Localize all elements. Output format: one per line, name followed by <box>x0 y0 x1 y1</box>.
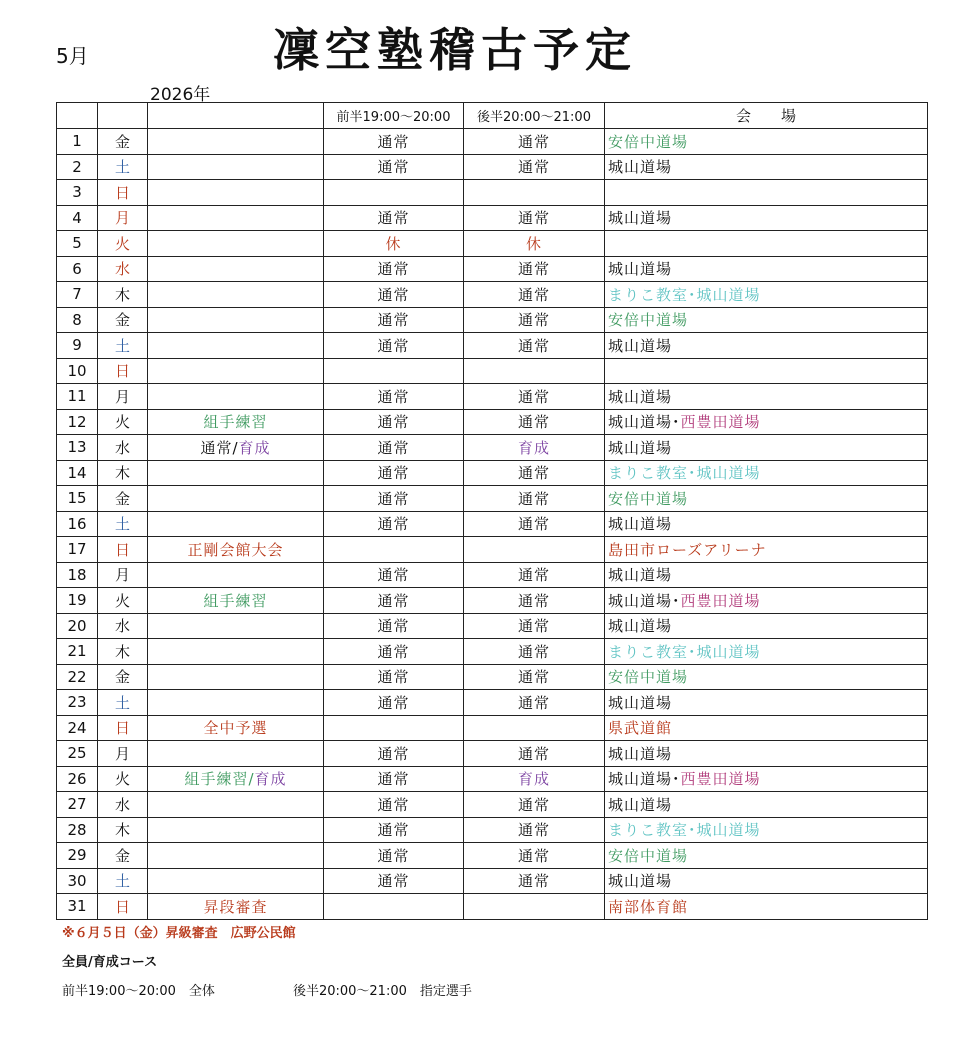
table-row <box>57 562 928 588</box>
table-row <box>57 817 928 843</box>
venue-cell <box>605 333 928 359</box>
first-half-cell: 通常 <box>324 766 464 792</box>
second-half-note: 後半20:00〜21:00 指定選手 <box>292 984 472 999</box>
event-text: 育成 <box>254 770 287 789</box>
date-cell: 12 <box>57 409 98 435</box>
event-cell <box>148 817 324 843</box>
schedule-body <box>57 129 928 920</box>
event-cell <box>148 868 324 894</box>
weekday-cell: 月 <box>98 205 148 231</box>
venue-cell <box>605 894 928 920</box>
date-cell: 9 <box>57 333 98 359</box>
venue-cell <box>605 741 928 767</box>
venue-text: 安倍中道場 <box>608 311 689 330</box>
event-cell <box>148 231 324 257</box>
event-text: 育成 <box>238 438 271 457</box>
venue-cell <box>605 639 928 665</box>
event-cell <box>148 511 324 537</box>
venue-text: 西豊田道場 <box>680 413 761 432</box>
date-cell: 7 <box>57 282 98 308</box>
venue-text: 城山道場 <box>608 336 673 355</box>
date-cell: 29 <box>57 843 98 869</box>
table-row <box>57 868 928 894</box>
group-note: 全員/育成コース <box>62 955 158 970</box>
first-half-cell: 通常 <box>324 256 464 282</box>
venue-text: 西豊田道場 <box>680 591 761 610</box>
first-half-cell: 通常 <box>324 613 464 639</box>
date-cell: 13 <box>57 435 98 461</box>
event-cell <box>148 766 324 792</box>
event-cell <box>148 894 324 920</box>
table-row <box>57 205 928 231</box>
weekday-cell: 水 <box>98 613 148 639</box>
weekday-cell: 金 <box>98 843 148 869</box>
venue-cell <box>605 205 928 231</box>
second-half-cell: 通常 <box>464 154 605 180</box>
venue-cell <box>605 154 928 180</box>
venue-text: 島田市ローズアリーナ <box>608 540 767 559</box>
header-second-half: 後半20:00〜21:00 <box>464 103 605 129</box>
second-half-cell: 通常 <box>464 690 605 716</box>
second-half-cell: 通常 <box>464 129 605 155</box>
event-text: 通常/ <box>200 438 239 457</box>
date-cell: 20 <box>57 613 98 639</box>
date-cell: 17 <box>57 537 98 563</box>
first-half-note: 前半19:00〜20:00 全体 <box>62 984 215 999</box>
weekday-cell: 木 <box>98 282 148 308</box>
venue-cell <box>605 792 928 818</box>
venue-cell <box>605 180 928 206</box>
event-cell <box>148 588 324 614</box>
venue-text: まりこ教室･城山道場 <box>608 464 761 483</box>
event-cell <box>148 613 324 639</box>
table-row <box>57 333 928 359</box>
header-first-half: 前半19:00〜20:00 <box>324 103 464 129</box>
venue-text: 城山道場 <box>608 158 673 177</box>
second-half-cell <box>464 715 605 741</box>
event-cell <box>148 384 324 410</box>
second-half-cell: 休 <box>464 231 605 257</box>
weekday-cell: 日 <box>98 358 148 384</box>
second-half-cell: 通常 <box>464 307 605 333</box>
venue-cell <box>605 435 928 461</box>
event-cell <box>148 639 324 665</box>
header-venue: 会 場 <box>605 103 928 129</box>
weekday-cell: 金 <box>98 129 148 155</box>
table-row <box>57 154 928 180</box>
table-row <box>57 664 928 690</box>
weekday-cell: 木 <box>98 460 148 486</box>
date-cell: 27 <box>57 792 98 818</box>
first-half-cell: 通常 <box>324 588 464 614</box>
second-half-cell: 通常 <box>464 282 605 308</box>
date-cell: 3 <box>57 180 98 206</box>
venue-text: 城山道場 <box>608 260 673 279</box>
weekday-cell: 日 <box>98 715 148 741</box>
date-cell: 30 <box>57 868 98 894</box>
first-half-cell: 通常 <box>324 562 464 588</box>
first-half-cell: 休 <box>324 231 464 257</box>
first-half-cell: 通常 <box>324 154 464 180</box>
date-cell: 23 <box>57 690 98 716</box>
venue-text: 安倍中道場 <box>608 132 689 151</box>
venue-cell <box>605 613 928 639</box>
second-half-cell <box>464 894 605 920</box>
second-half-cell: 通常 <box>464 562 605 588</box>
weekday-cell: 月 <box>98 384 148 410</box>
first-half-cell: 通常 <box>324 690 464 716</box>
table-row <box>57 766 928 792</box>
second-half-cell: 通常 <box>464 511 605 537</box>
weekday-cell: 火 <box>98 409 148 435</box>
date-cell: 14 <box>57 460 98 486</box>
second-half-cell: 通常 <box>464 409 605 435</box>
table-row <box>57 409 928 435</box>
weekday-cell: 火 <box>98 588 148 614</box>
weekday-cell: 土 <box>98 333 148 359</box>
first-half-cell <box>324 894 464 920</box>
event-cell <box>148 537 324 563</box>
second-half-cell: 通常 <box>464 741 605 767</box>
venue-cell <box>605 231 928 257</box>
event-cell <box>148 843 324 869</box>
weekday-cell: 月 <box>98 562 148 588</box>
first-half-cell: 通常 <box>324 409 464 435</box>
date-cell: 31 <box>57 894 98 920</box>
second-half-cell <box>464 180 605 206</box>
first-half-cell: 通常 <box>324 511 464 537</box>
schedule-table <box>56 102 928 920</box>
date-cell: 15 <box>57 486 98 512</box>
weekday-cell: 水 <box>98 256 148 282</box>
first-half-cell: 通常 <box>324 307 464 333</box>
venue-cell <box>605 715 928 741</box>
weekday-cell: 日 <box>98 894 148 920</box>
first-half-cell: 通常 <box>324 205 464 231</box>
venue-cell <box>605 588 928 614</box>
table-header-row <box>57 103 928 129</box>
second-half-cell <box>464 537 605 563</box>
first-half-cell <box>324 358 464 384</box>
table-row <box>57 282 928 308</box>
weekday-cell: 日 <box>98 537 148 563</box>
table-row <box>57 307 928 333</box>
venue-text: 城山道場 <box>608 438 673 457</box>
date-cell: 25 <box>57 741 98 767</box>
event-cell <box>148 715 324 741</box>
table-row <box>57 690 928 716</box>
table-row <box>57 256 928 282</box>
date-cell: 24 <box>57 715 98 741</box>
table-row <box>57 639 928 665</box>
second-half-cell <box>464 358 605 384</box>
event-text: 組手練習 <box>203 413 268 432</box>
date-cell: 8 <box>57 307 98 333</box>
venue-text: 南部体育館 <box>608 897 689 916</box>
second-half-cell: 育成 <box>464 435 605 461</box>
event-cell <box>148 792 324 818</box>
venue-cell <box>605 868 928 894</box>
weekday-cell: 土 <box>98 154 148 180</box>
date-cell: 18 <box>57 562 98 588</box>
table-row <box>57 231 928 257</box>
weekday-cell: 土 <box>98 868 148 894</box>
second-half-cell: 通常 <box>464 486 605 512</box>
table-row <box>57 843 928 869</box>
venue-cell <box>605 664 928 690</box>
date-cell: 11 <box>57 384 98 410</box>
venue-text: 西豊田道場 <box>680 770 761 789</box>
event-cell <box>148 256 324 282</box>
second-half-cell: 通常 <box>464 460 605 486</box>
venue-cell <box>605 843 928 869</box>
weekday-cell: 日 <box>98 180 148 206</box>
venue-text: 城山道場 <box>608 617 673 636</box>
venue-cell <box>605 358 928 384</box>
second-half-cell: 通常 <box>464 613 605 639</box>
second-half-cell: 通常 <box>464 792 605 818</box>
first-half-cell <box>324 180 464 206</box>
venue-text: 城山道場 <box>608 515 673 534</box>
second-half-cell: 通常 <box>464 868 605 894</box>
first-half-cell: 通常 <box>324 664 464 690</box>
event-text: 正剛会館大会 <box>187 540 284 559</box>
header-date <box>57 103 98 129</box>
table-row <box>57 537 928 563</box>
venue-text: 安倍中道場 <box>608 489 689 508</box>
date-cell: 16 <box>57 511 98 537</box>
first-half-cell: 通常 <box>324 817 464 843</box>
table-row <box>57 384 928 410</box>
first-half-cell: 通常 <box>324 435 464 461</box>
table-row <box>57 486 928 512</box>
venue-cell <box>605 307 928 333</box>
table-row <box>57 511 928 537</box>
table-row <box>57 435 928 461</box>
first-half-cell: 通常 <box>324 129 464 155</box>
first-half-cell: 通常 <box>324 792 464 818</box>
event-cell <box>148 486 324 512</box>
second-half-cell: 通常 <box>464 205 605 231</box>
first-half-cell: 通常 <box>324 868 464 894</box>
header-day <box>98 103 148 129</box>
table-row <box>57 792 928 818</box>
event-cell <box>148 358 324 384</box>
table-row <box>57 741 928 767</box>
venue-text: 城山道場 <box>608 744 673 763</box>
weekday-cell: 火 <box>98 231 148 257</box>
venue-cell <box>605 562 928 588</box>
table-row <box>57 129 928 155</box>
weekday-cell: 木 <box>98 639 148 665</box>
first-half-cell: 通常 <box>324 460 464 486</box>
venue-cell <box>605 129 928 155</box>
table-row <box>57 588 928 614</box>
date-cell: 6 <box>57 256 98 282</box>
second-half-cell: 通常 <box>464 256 605 282</box>
venue-cell <box>605 511 928 537</box>
second-half-cell: 通常 <box>464 639 605 665</box>
second-half-cell: 通常 <box>464 817 605 843</box>
venue-text: 城山道場 <box>608 795 673 814</box>
weekday-cell: 金 <box>98 307 148 333</box>
first-half-cell: 通常 <box>324 333 464 359</box>
event-cell <box>148 129 324 155</box>
date-cell: 2 <box>57 154 98 180</box>
venue-text: 城山道場 <box>608 387 673 406</box>
first-half-cell <box>324 537 464 563</box>
event-cell <box>148 307 324 333</box>
venue-cell <box>605 766 928 792</box>
event-cell <box>148 664 324 690</box>
first-half-cell: 通常 <box>324 486 464 512</box>
event-cell <box>148 562 324 588</box>
weekday-cell: 木 <box>98 817 148 843</box>
venue-text: まりこ教室･城山道場 <box>608 642 761 661</box>
time-notes <box>62 980 472 999</box>
date-cell: 10 <box>57 358 98 384</box>
first-half-cell: 通常 <box>324 282 464 308</box>
event-cell <box>148 460 324 486</box>
weekday-cell: 月 <box>98 741 148 767</box>
venue-text: まりこ教室･城山道場 <box>608 821 761 840</box>
first-half-cell <box>324 715 464 741</box>
first-half-cell: 通常 <box>324 741 464 767</box>
date-cell: 5 <box>57 231 98 257</box>
weekday-cell: 火 <box>98 766 148 792</box>
venue-cell <box>605 486 928 512</box>
event-cell <box>148 741 324 767</box>
date-cell: 1 <box>57 129 98 155</box>
page-title: 凜空塾稽古予定 <box>273 23 637 77</box>
venue-text: 県武道館 <box>608 719 673 738</box>
date-cell: 19 <box>57 588 98 614</box>
announcement-note: ※６月５日（金）昇級審査 広野公民館 <box>62 926 296 941</box>
venue-text: 城山道場 <box>608 693 673 712</box>
weekday-cell: 金 <box>98 664 148 690</box>
venue-text: 城山道場･ <box>608 591 681 610</box>
event-text: 昇段審査 <box>203 897 268 916</box>
event-text: 全中予選 <box>203 719 268 738</box>
date-cell: 21 <box>57 639 98 665</box>
first-half-cell: 通常 <box>324 639 464 665</box>
event-cell <box>148 154 324 180</box>
table-row <box>57 460 928 486</box>
venue-text: 城山道場･ <box>608 413 681 432</box>
table-row <box>57 715 928 741</box>
event-cell <box>148 180 324 206</box>
table-row <box>57 358 928 384</box>
event-cell <box>148 282 324 308</box>
venue-text: 城山道場 <box>608 209 673 228</box>
venue-cell <box>605 282 928 308</box>
date-cell: 28 <box>57 817 98 843</box>
venue-cell <box>605 409 928 435</box>
month-label: 5月 <box>56 44 89 68</box>
weekday-cell: 土 <box>98 511 148 537</box>
event-cell <box>148 435 324 461</box>
venue-cell <box>605 817 928 843</box>
second-half-cell: 通常 <box>464 843 605 869</box>
table-row <box>57 894 928 920</box>
venue-text: 安倍中道場 <box>608 846 689 865</box>
venue-text: 城山道場 <box>608 566 673 585</box>
date-cell: 22 <box>57 664 98 690</box>
venue-text: 安倍中道場 <box>608 668 689 687</box>
event-text: 組手練習/ <box>184 770 255 789</box>
weekday-cell: 水 <box>98 435 148 461</box>
venue-text: 城山道場 <box>608 872 673 891</box>
table-row <box>57 613 928 639</box>
event-cell <box>148 690 324 716</box>
second-half-cell: 通常 <box>464 384 605 410</box>
venue-text: まりこ教室･城山道場 <box>608 285 761 304</box>
venue-cell <box>605 256 928 282</box>
second-half-cell: 育成 <box>464 766 605 792</box>
second-half-cell: 通常 <box>464 664 605 690</box>
venue-text: 城山道場･ <box>608 770 681 789</box>
weekday-cell: 金 <box>98 486 148 512</box>
notes-section <box>62 922 472 999</box>
weekday-cell: 土 <box>98 690 148 716</box>
venue-cell <box>605 384 928 410</box>
venue-cell <box>605 690 928 716</box>
venue-cell <box>605 460 928 486</box>
year-label: 2026年 <box>150 85 211 105</box>
table-row <box>57 180 928 206</box>
header-event <box>148 103 324 129</box>
event-cell <box>148 333 324 359</box>
weekday-cell: 水 <box>98 792 148 818</box>
date-cell: 26 <box>57 766 98 792</box>
event-text: 組手練習 <box>203 591 268 610</box>
second-half-cell: 通常 <box>464 333 605 359</box>
venue-cell <box>605 537 928 563</box>
second-half-cell: 通常 <box>464 588 605 614</box>
event-cell <box>148 205 324 231</box>
date-cell: 4 <box>57 205 98 231</box>
first-half-cell: 通常 <box>324 384 464 410</box>
first-half-cell: 通常 <box>324 843 464 869</box>
event-cell <box>148 409 324 435</box>
